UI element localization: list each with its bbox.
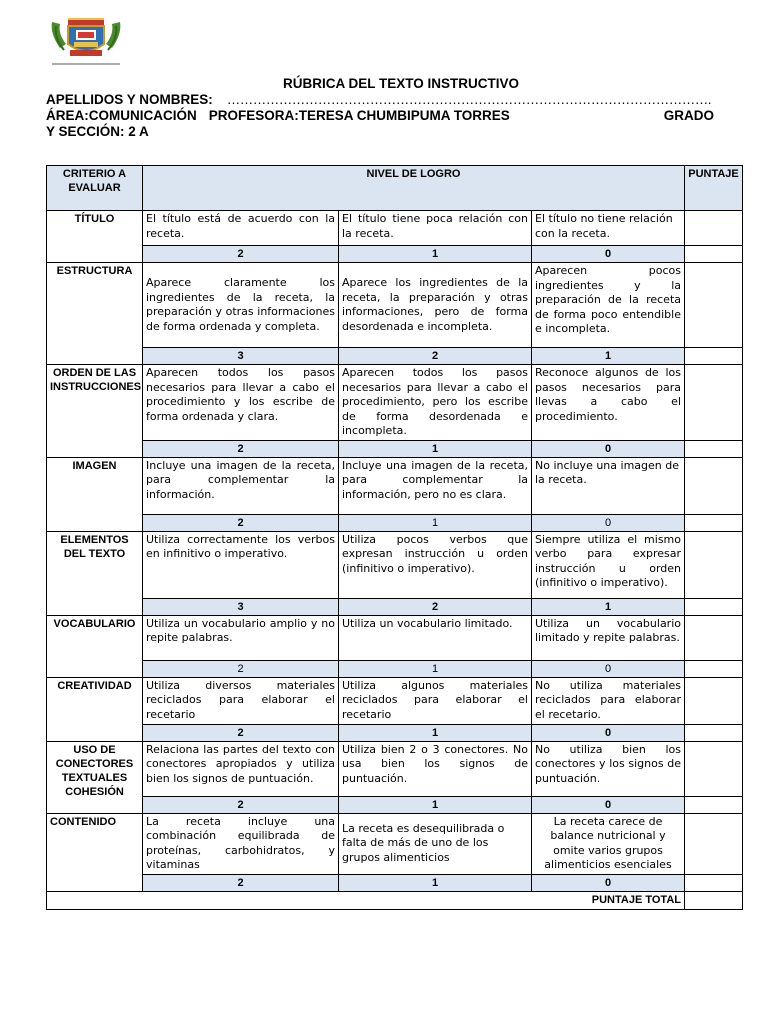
- level-cell: Utiliza bien 2 o 3 conectores. No usa bien los signos de puntuación.: [339, 741, 532, 796]
- level-cell: Utiliza correctamente los verbos en infinitivo o imperativo.: [143, 531, 339, 598]
- score-row: [47, 246, 743, 263]
- score-value: 2: [143, 246, 339, 263]
- area-label: ÁREA:COMUNICACIÓN: [46, 108, 197, 123]
- score-value: 2: [143, 440, 339, 457]
- level-cell: Incluye una imagen de la receta, para complementar la información.: [143, 457, 339, 514]
- document-title: RÚBRICA DEL TEXTO INSTRUCTIVO: [282, 76, 519, 91]
- score-row: [47, 874, 743, 891]
- score-input-cell[interactable]: [685, 211, 743, 246]
- score-value: 2: [339, 348, 532, 365]
- teacher-label: PROFESORA:TERESA CHUMBIPUMA TORRES: [208, 108, 510, 123]
- grade-label: GRADO: [663, 108, 714, 123]
- criterion-cell: ESTRUCTURA: [47, 263, 143, 365]
- names-label: APELLIDOS Y NOMBRES:: [46, 92, 213, 107]
- score-row: [47, 724, 743, 741]
- level-cell: Aparecen todos los pasos necesarios para llevar a cabo el procedimiento, pero los escribe de forma desordenada e incompleta.: [339, 365, 532, 441]
- score-value: 2: [339, 598, 532, 615]
- score-input-cell[interactable]: [685, 615, 743, 660]
- score-value: 1: [339, 514, 532, 531]
- level-cell: Utiliza diversos materiales reciclados para elaborar el recetario: [143, 677, 339, 724]
- level-cell: Utiliza un vocabulario limitado y repite palabras.: [532, 615, 685, 660]
- score-value: 1: [339, 724, 532, 741]
- score-value: 1: [339, 440, 532, 457]
- score-value: 1: [339, 246, 532, 263]
- score-value: 0: [532, 724, 685, 741]
- level-cell: Relaciona las partes del texto con conectores apropiados y utiliza bien los signos de puntuación.: [143, 741, 339, 796]
- score-value: 2: [143, 514, 339, 531]
- level-cell: Aparecen todos los pasos necesarios para llevar a cabo el procedimiento y los escribe de forma ordenada y clara.: [143, 365, 339, 441]
- level-cell: No utiliza bien los conectores y los signos de puntuación.: [532, 741, 685, 796]
- score-row: [47, 660, 743, 677]
- table-row: [47, 813, 743, 874]
- level-cell: Reconoce algunos de los pasos necesarios para llevas a cabo el procedimiento.: [532, 365, 685, 441]
- level-cell: Utiliza algunos materiales reciclados para elaborar el recetario: [339, 677, 532, 724]
- score-value: 2: [143, 660, 339, 677]
- table-row: [47, 531, 743, 598]
- names-line: [46, 92, 736, 108]
- score-input-cell[interactable]: [685, 677, 743, 724]
- score-input-cell[interactable]: [685, 514, 743, 531]
- score-row: [47, 348, 743, 365]
- table-row: [47, 677, 743, 724]
- level-cell: Incluye una imagen de la receta, para complementar la información, pero no es clara.: [339, 457, 532, 514]
- level-cell: El título está de acuerdo con la receta.: [143, 211, 339, 246]
- criterion-cell: CREATIVIDAD: [47, 677, 143, 741]
- level-cell: La receta es desequilibrada o falta de más de uno de los grupos alimenticios: [339, 813, 532, 874]
- total-score-cell[interactable]: [685, 891, 743, 909]
- section-label: Y SECCIÓN: 2 A: [46, 124, 149, 139]
- level-cell: No incluye una imagen de la receta.: [532, 457, 685, 514]
- score-value: 3: [143, 348, 339, 365]
- level-cell: Aparece claramente los ingredientes de la receta, la preparación y otras informaciones de forma ordenada y completa.: [143, 263, 339, 348]
- score-row: [47, 796, 743, 813]
- level-cell: El título no tiene relación con la receta.: [532, 211, 685, 246]
- score-value: 2: [143, 796, 339, 813]
- score-input-cell[interactable]: [685, 598, 743, 615]
- criterion-cell: ORDEN DE LAS INSTRUCCIONES: [47, 365, 143, 458]
- table-row: [47, 365, 743, 441]
- table-row: [47, 263, 743, 348]
- score-input-cell[interactable]: [685, 246, 743, 263]
- score-value: 1: [532, 598, 685, 615]
- score-input-cell[interactable]: [685, 365, 743, 441]
- total-label: PUNTAJE TOTAL: [47, 891, 685, 909]
- names-blank: ………………………………………………………………………………………………….: [226, 92, 712, 107]
- total-row: [47, 891, 743, 909]
- level-cell: Utiliza un vocabulario amplio y no repite palabras.: [143, 615, 339, 660]
- area-line: [46, 108, 736, 124]
- level-cell: No utiliza materiales reciclados para elaborar el recetario.: [532, 677, 685, 724]
- score-input-cell[interactable]: [685, 348, 743, 365]
- school-crest-logo: [48, 14, 124, 68]
- score-value: 0: [532, 660, 685, 677]
- score-input-cell[interactable]: [685, 440, 743, 457]
- score-input-cell[interactable]: [685, 813, 743, 874]
- criterion-cell: IMAGEN: [47, 457, 143, 531]
- level-cell: La receta carece de balance nutricional y omite varios grupos alimenticios esenciales: [532, 813, 685, 874]
- level-cell: La receta incluye una combinación equilibrada de proteínas, carbohidratos, y vitaminas: [143, 813, 339, 874]
- score-value: 1: [339, 874, 532, 891]
- level-cell: Utiliza un vocabulario limitado.: [339, 615, 532, 660]
- score-value: 1: [339, 796, 532, 813]
- score-value: 0: [532, 246, 685, 263]
- document-header: [46, 76, 736, 140]
- level-cell: Utiliza pocos verbos que expresan instrucción u orden (infinitivo o imperativo).: [339, 531, 532, 598]
- level-cell: El título tiene poca relación con la receta.: [339, 211, 532, 246]
- score-value: 1: [339, 660, 532, 677]
- criterion-cell: USO DE CONECTORES TEXTUALES COHESIÓN: [47, 741, 143, 813]
- score-value: 1: [532, 348, 685, 365]
- criterion-cell: ELEMENTOS DEL TEXTO: [47, 531, 143, 615]
- table-row: [47, 457, 743, 514]
- score-input-cell[interactable]: [685, 263, 743, 348]
- score-input-cell[interactable]: [685, 741, 743, 796]
- score-value: 2: [143, 724, 339, 741]
- criteria-header: CRITERIO A EVALUAR: [47, 166, 143, 211]
- table-row: [47, 211, 743, 246]
- table-header-row: [47, 166, 743, 211]
- criterion-cell: CONTENIDO: [47, 813, 143, 891]
- score-row: [47, 598, 743, 615]
- table-row: [47, 741, 743, 796]
- score-input-cell[interactable]: [685, 457, 743, 514]
- score-value: 3: [143, 598, 339, 615]
- score-value: 0: [532, 796, 685, 813]
- score-input-cell[interactable]: [685, 531, 743, 598]
- level-cell: Aparece los ingredientes de la receta, la preparación y otras informaciones, pero de forma desordenada e incompleta.: [339, 263, 532, 348]
- score-row: [47, 440, 743, 457]
- level-cell: Aparecen pocos ingredientes y la preparación de la receta de forma poco entendible e incompleta.: [532, 263, 685, 348]
- score-value: 2: [143, 874, 339, 891]
- criterion-cell: TÍTULO: [47, 211, 143, 263]
- score-value: 0: [532, 440, 685, 457]
- score-value: 0: [532, 514, 685, 531]
- score-input-cell[interactable]: [685, 660, 743, 677]
- table-row: [47, 615, 743, 660]
- score-value: 0: [532, 874, 685, 891]
- rubric-table: [46, 165, 743, 910]
- score-header: PUNTAJE: [685, 166, 743, 211]
- score-input-cell[interactable]: [685, 874, 743, 891]
- level-header: NIVEL DE LOGRO: [143, 166, 685, 211]
- score-input-cell[interactable]: [685, 796, 743, 813]
- criterion-cell: VOCABULARIO: [47, 615, 143, 677]
- level-cell: Siempre utiliza el mismo verbo para expresar instrucción u orden (infinitivo o imperativo).: [532, 531, 685, 598]
- score-row: [47, 514, 743, 531]
- score-input-cell[interactable]: [685, 724, 743, 741]
